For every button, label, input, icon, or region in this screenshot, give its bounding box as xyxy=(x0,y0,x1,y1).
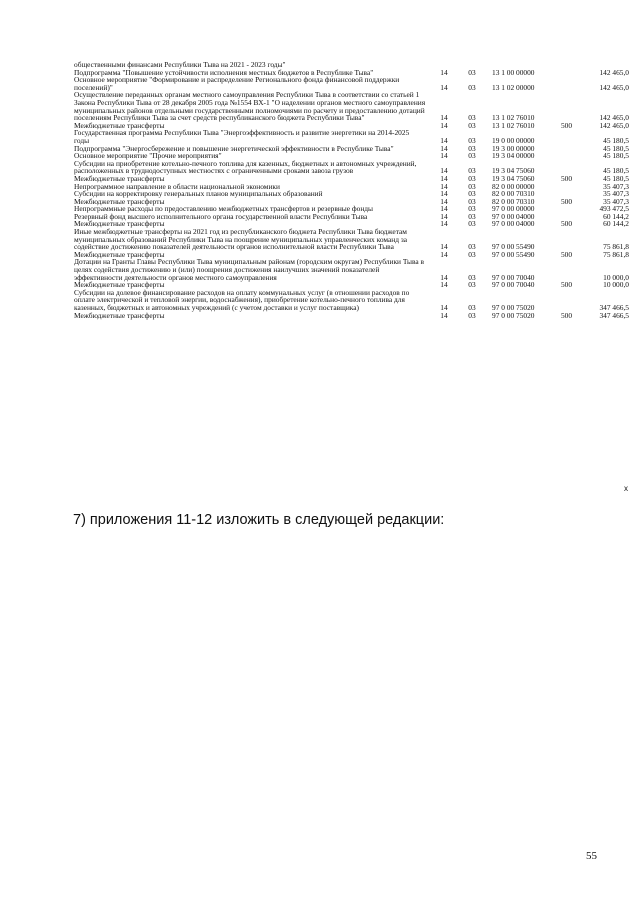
row-section: 14 xyxy=(440,249,448,259)
row-expense-type xyxy=(554,69,579,77)
row-section: 14 xyxy=(440,303,448,312)
row-subsection: 03 xyxy=(468,196,476,206)
row-target-article: 19 3 04 75060 xyxy=(492,173,535,183)
row-target-article: 97 0 00 75020 xyxy=(492,310,535,320)
row-section: 14 xyxy=(440,280,448,290)
row-name: Межбюджетные трансферты xyxy=(74,173,165,183)
row-target-article: 97 0 00 75020 xyxy=(492,303,535,312)
row-expense-type xyxy=(554,91,579,121)
row-expense-type xyxy=(554,160,579,175)
row-expense-type xyxy=(554,228,579,251)
row-subsection: 03 xyxy=(468,67,476,77)
row-subsection: 03 xyxy=(468,173,476,183)
row-subsection: 03 xyxy=(468,280,476,290)
row-amount: 347 466,5 xyxy=(599,303,629,312)
row-section: 14 xyxy=(440,272,448,282)
row-name: Субсидии на долевое финансирование расходов на оплату коммунальных услуг (в отношении расходов по оплате электрической и тепловой энергии, водоснабжения), приобретение котельно-печного топлива для казенных, бюджетных и автономных учреждений (с учетом доставки и услуг поставщика) xyxy=(74,287,410,312)
row-target-article: 82 0 00 00000 xyxy=(492,181,535,191)
row-name: Иные межбюджетные трансферты на 2021 год из республиканского бюджета Республики Тыва бюджетам муниципальных образований Республики Тыва на поощрение муниципальных управленческих команд за содействие достижению показателей деятельности органов исполнительной власти Республики Тыва xyxy=(74,227,408,252)
row-section: 14 xyxy=(440,173,448,183)
row-name: общественными финансами Республики Тыва на 2021 - 2023 годы" xyxy=(74,60,286,69)
row-target-article: 97 0 00 70040 xyxy=(492,272,535,282)
row-expense-type xyxy=(554,76,579,91)
row-amount: 45 180,5 xyxy=(603,173,629,183)
row-subsection: 03 xyxy=(468,166,476,176)
row-amount: 60 144,2 xyxy=(603,211,629,221)
row-subsection: 03 xyxy=(468,310,476,320)
row-name: Субсидии на приобретение котельно-печного топлива для казенных, бюджетных и автономных учреждений, расположенных в труднодоступных местностях с ограниченными сроками завоза грузов xyxy=(74,158,417,176)
budget-table xyxy=(74,61,629,319)
row-amount: 45 180,5 xyxy=(603,151,629,161)
row-amount: 35 407,3 xyxy=(603,196,629,206)
row-amount: 10 000,0 xyxy=(603,280,629,290)
row-expense-type: 500 xyxy=(560,120,573,130)
row-section: 14 xyxy=(440,67,448,77)
row-expense-type xyxy=(554,61,579,69)
row-expense-type xyxy=(554,258,579,281)
row-subsection: 03 xyxy=(468,303,476,312)
table-row xyxy=(74,129,629,144)
row-target-article: 82 0 00 70310 xyxy=(492,196,535,206)
row-name: Субсидии на корректировку генеральных планов муниципальных образований xyxy=(74,189,323,199)
row-section: 14 xyxy=(440,310,448,320)
row-name: Дотации на Гранты Главы Республики Тыва муниципальным районам (городским округам) Республики Тыва в целях содействия достижению и (или) поощрения достижения наилучших значений показателей эффективности деятельности органов местного самоуправления xyxy=(74,257,424,282)
row-expense-type: 500 xyxy=(560,219,573,229)
row-section: 14 xyxy=(440,113,448,123)
row-target-article: 97 0 00 70040 xyxy=(492,280,535,290)
row-name: Подпрограмма "Энергосбережение и повышение энергетической эффективности в Республике Тыва" xyxy=(74,143,394,153)
row-subsection: 03 xyxy=(468,120,476,130)
row-section: 14 xyxy=(440,143,448,153)
row-target-article: 97 0 00 55490 xyxy=(492,249,535,259)
row-section: 14 xyxy=(440,242,448,252)
row-target-article: 13 1 02 76010 xyxy=(492,113,535,123)
table-row xyxy=(74,91,629,121)
row-expense-type xyxy=(554,183,579,191)
row-expense-type: 500 xyxy=(560,173,573,183)
row-target-article: 13 1 02 00000 xyxy=(492,82,535,92)
table-row xyxy=(74,76,629,91)
row-target-article: 19 3 00 00000 xyxy=(492,143,535,153)
row-amount: 142 465,0 xyxy=(599,82,629,92)
row-target-article: 19 0 00 00000 xyxy=(492,135,535,145)
row-amount: 45 180,5 xyxy=(603,166,629,176)
table-row xyxy=(74,228,629,251)
row-section: 14 xyxy=(440,189,448,199)
row-expense-type: 500 xyxy=(560,196,573,206)
stray-mark: х xyxy=(624,484,628,493)
row-name: Подпрограмма "Повышение устойчивости исполнения местных бюджетов в Республике Тыва" xyxy=(74,67,374,77)
table-body xyxy=(74,61,629,319)
row-expense-type: 500 xyxy=(560,249,573,259)
row-subsection: 03 xyxy=(468,135,476,145)
row-amount: 142 465,0 xyxy=(599,120,629,130)
table-row xyxy=(74,160,629,175)
row-subsection: 03 xyxy=(468,242,476,252)
row-subsection: 03 xyxy=(468,189,476,199)
row-target-article: 82 0 00 70310 xyxy=(492,189,535,199)
row-section: 14 xyxy=(440,204,448,214)
row-name: Межбюджетные трансферты xyxy=(74,280,165,290)
row-subsection: 03 xyxy=(468,113,476,123)
row-subsection: 03 xyxy=(468,151,476,161)
row-name: Межбюджетные трансферты xyxy=(74,219,165,229)
table-row xyxy=(74,289,629,312)
row-section: 14 xyxy=(440,135,448,145)
row-subsection: 03 xyxy=(468,211,476,221)
row-section: 14 xyxy=(440,166,448,176)
row-amount: 35 407,3 xyxy=(603,181,629,191)
row-subsection: 03 xyxy=(468,249,476,259)
row-expense-type: 500 xyxy=(560,280,573,290)
row-subsection: 03 xyxy=(468,219,476,229)
row-subsection: 03 xyxy=(468,82,476,92)
row-name: Межбюджетные трансферты xyxy=(74,196,165,206)
row-subsection: 03 xyxy=(468,143,476,153)
row-amount: 347 466,5 xyxy=(599,310,629,320)
row-name: Резервный фонд высшего исполнительного органа государственной власти Республики Тыва xyxy=(74,211,368,221)
row-section: 14 xyxy=(440,181,448,191)
row-section: 14 xyxy=(440,120,448,130)
row-expense-type: 500 xyxy=(560,310,573,320)
row-amount: 45 180,5 xyxy=(603,143,629,153)
row-subsection: 03 xyxy=(468,181,476,191)
row-amount: 142 465,0 xyxy=(599,67,629,77)
row-subsection: 03 xyxy=(468,272,476,282)
row-expense-type xyxy=(554,289,579,312)
row-section: 14 xyxy=(440,151,448,161)
row-amount: 60 144,2 xyxy=(603,219,629,229)
row-name: Непрограммное направление в области национальной экономики xyxy=(74,181,280,191)
row-target-article: 97 0 00 00000 xyxy=(492,204,535,214)
row-name: Межбюджетные трансферты xyxy=(74,120,165,130)
row-subsection: 03 xyxy=(468,204,476,214)
row-amount: 493 472,5 xyxy=(599,204,629,214)
row-target-article: 19 3 04 00000 xyxy=(492,151,535,161)
row-name: Межбюджетные трансферты xyxy=(74,249,165,259)
row-amount: 75 861,8 xyxy=(603,249,629,259)
row-name: Основное мероприятие "Прочие мероприятия" xyxy=(74,151,222,161)
row-amount: 35 407,3 xyxy=(603,189,629,199)
row-name: Основное мероприятие "Формирование и распределение Регионального фонда финансовой поддержки поселений)" xyxy=(74,75,400,92)
amendment-text: 7) приложения 11-12 изложить в следующей редакции: xyxy=(73,512,445,528)
row-target-article: 97 0 00 55490 xyxy=(492,242,535,252)
row-name: Государственная программа Республики Тыва "Энергоэффективность и развитие энергетики на 2014-2025 годы xyxy=(74,128,410,145)
row-target-article: 97 0 00 04000 xyxy=(492,219,535,229)
table-row xyxy=(74,312,629,320)
row-name: Осуществление переданных органам местного самоуправления Республики Тыва в соответствии со статьей 1 Закона Республики Тыва от 28 декабря 2005 года №1554 ВХ-1 "О наделении органов местного самоуправления муниципальных районов отдельными государственными полномочиями по расчету и предоставлению дотаций поселениям Республики Тыва за счет средств республиканского бюджета Республики Тыва" xyxy=(74,90,426,123)
row-expense-type xyxy=(554,129,579,144)
table-row xyxy=(74,258,629,281)
row-expense-type xyxy=(554,205,579,213)
row-section: 14 xyxy=(440,211,448,221)
row-target-article: 13 1 02 76010 xyxy=(492,120,535,130)
row-target-article: 13 1 00 00000 xyxy=(492,67,535,77)
row-expense-type xyxy=(554,152,579,160)
page-number: 55 xyxy=(586,850,597,862)
row-name: Непрограммные расходы по предоставлению межбюджетных трансфертов и резервные фонды xyxy=(74,204,374,214)
row-amount: 45 180,5 xyxy=(603,135,629,145)
row-section: 14 xyxy=(440,196,448,206)
row-amount: 75 861,8 xyxy=(603,242,629,252)
row-name: Межбюджетные трансферты xyxy=(74,310,165,320)
row-target-article: 97 0 00 04000 xyxy=(492,211,535,221)
row-expense-type xyxy=(554,145,579,153)
row-amount: 142 465,0 xyxy=(599,113,629,123)
row-section: 14 xyxy=(440,82,448,92)
row-section: 14 xyxy=(440,219,448,229)
row-target-article: 19 3 04 75060 xyxy=(492,166,535,176)
row-amount: 10 000,0 xyxy=(603,272,629,282)
